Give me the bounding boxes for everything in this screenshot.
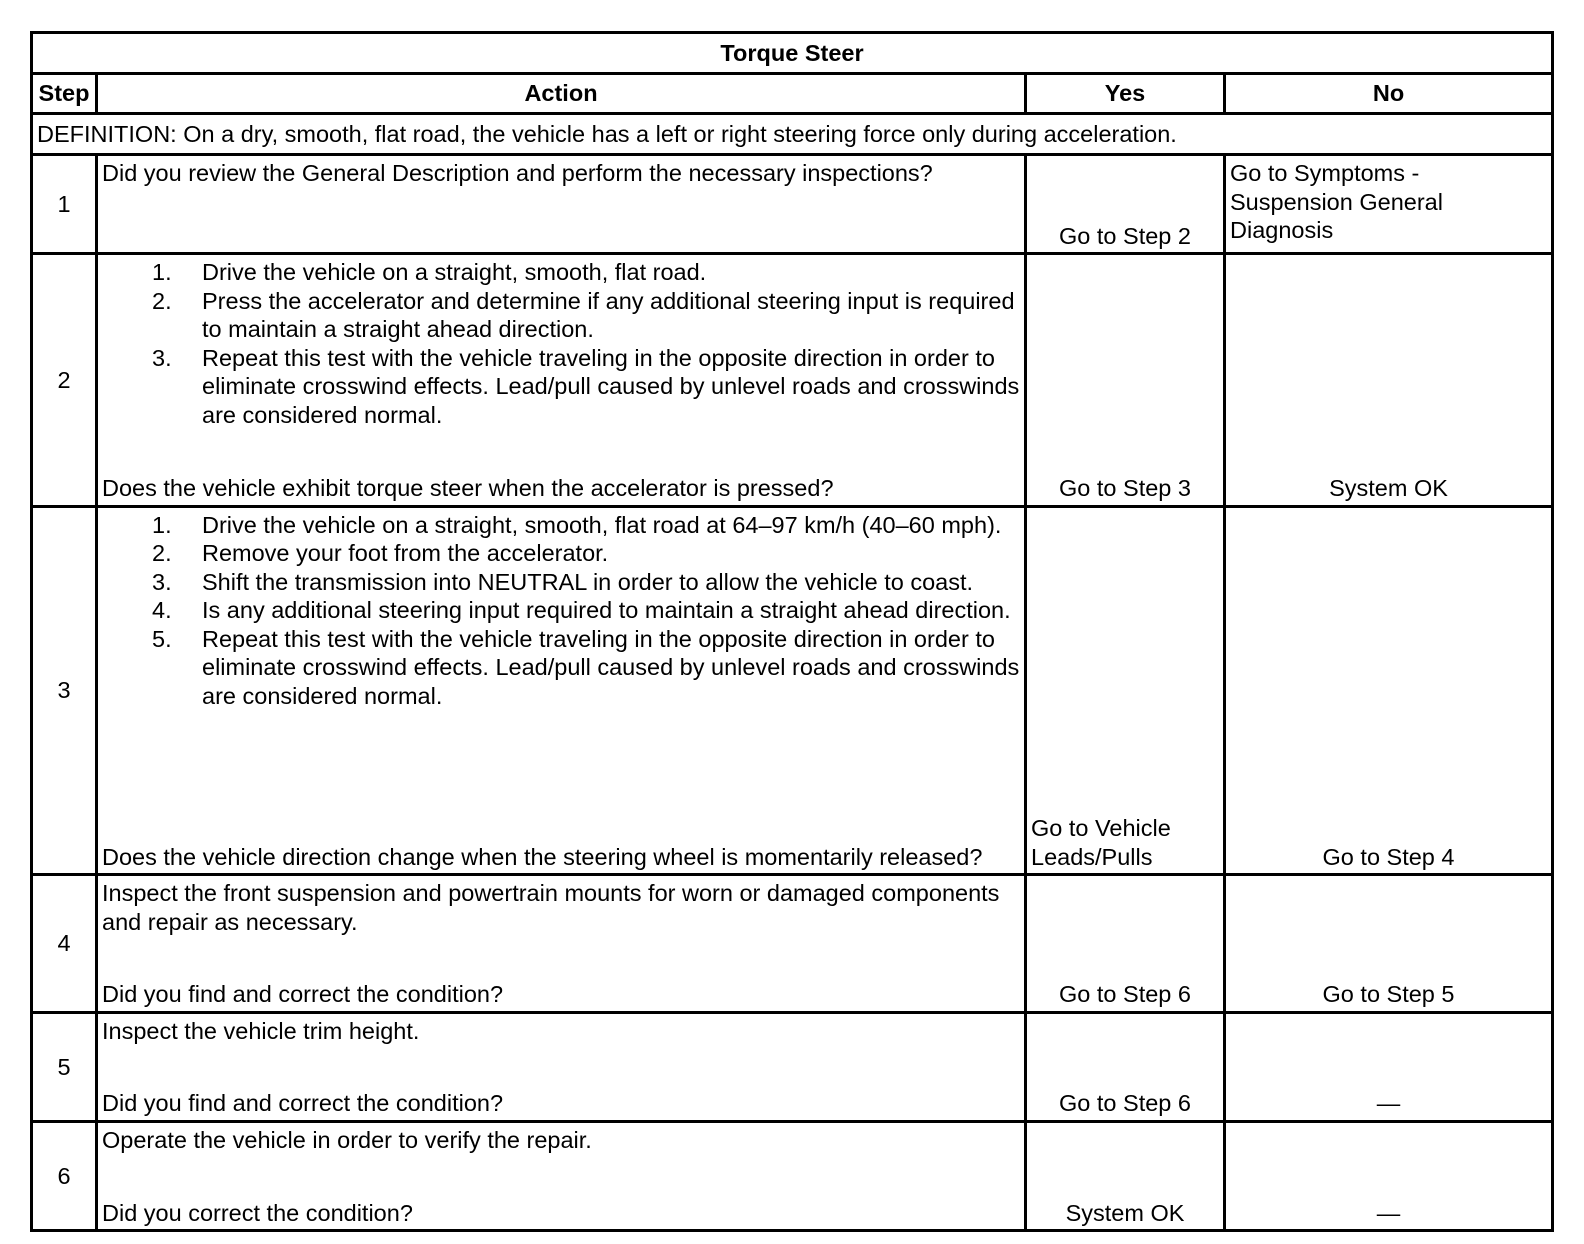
no-text: Go to Step 4 bbox=[1322, 843, 1455, 870]
yes-text: Go to Step 3 bbox=[1059, 475, 1191, 502]
table-row bbox=[32, 506, 1553, 875]
yes-cell bbox=[1026, 1121, 1225, 1230]
action-question: Does the vehicle direction change when the steering wheel is momentarily released? bbox=[102, 843, 983, 870]
no-cell bbox=[1225, 155, 1553, 254]
action-cell bbox=[97, 1012, 1026, 1121]
step-number: 3 bbox=[32, 506, 97, 875]
yes-text: Go to Step 6 bbox=[1059, 1090, 1191, 1117]
list-item: 3. Shift the transmission into NEUTRAL in order to allow the vehicle to coast. bbox=[152, 568, 974, 595]
yes-text: Go to Vehicle Leads/Pulls bbox=[1031, 815, 1171, 870]
action-text: Operate the vehicle in order to verify the repair. bbox=[102, 1126, 592, 1153]
list-item: 1. Drive the vehicle on a straight, smooth, flat road. bbox=[152, 259, 707, 286]
yes-cell bbox=[1026, 1012, 1225, 1121]
no-text: Go to Step 5 bbox=[1322, 981, 1455, 1008]
action-text: Inspect the front suspension and powertrain mounts for worn or damaged components and repair as necessary. bbox=[102, 880, 1000, 935]
list-item: 5. Repeat this test with the vehicle traveling in the opposite direction in order to eliminate crosswind effects. Lead/pull caused by unlevel roads and crosswinds are considered normal. bbox=[152, 625, 1020, 709]
action-cell bbox=[97, 155, 1026, 254]
action-text: Did you review the General Description and perform the necessary inspections? bbox=[102, 160, 933, 187]
action-question: Did you find and correct the condition? bbox=[102, 981, 504, 1008]
step-number: 2 bbox=[32, 254, 97, 507]
action-cell bbox=[97, 875, 1026, 1013]
no-cell bbox=[1225, 254, 1553, 507]
action-steps-list bbox=[102, 258, 1020, 429]
action-cell bbox=[97, 1121, 1026, 1230]
yes-text: Go to Step 6 bbox=[1059, 981, 1191, 1008]
list-item: 3. Repeat this test with the vehicle traveling in the opposite direction in order to eliminate crosswind effects. Lead/pull caused by unlevel roads and crosswinds are considered normal. bbox=[152, 344, 1020, 428]
step-number: 1 bbox=[32, 155, 97, 254]
no-cell bbox=[1225, 1012, 1553, 1121]
action-steps-list bbox=[102, 511, 1020, 711]
no-cell bbox=[1225, 875, 1553, 1013]
table-title: Torque Steer bbox=[32, 33, 1553, 74]
action-question: Does the vehicle exhibit torque steer when the accelerator is pressed? bbox=[102, 475, 834, 502]
diagnostic-table bbox=[30, 31, 1554, 1232]
yes-cell bbox=[1026, 875, 1225, 1013]
step-number: 6 bbox=[32, 1121, 97, 1230]
header-step: Step bbox=[32, 73, 97, 114]
step-number: 4 bbox=[32, 875, 97, 1013]
list-item: 2. Press the accelerator and determine if any additional steering input is required to maintain a straight ahead direction. bbox=[152, 287, 1015, 343]
yes-cell bbox=[1026, 254, 1225, 507]
action-question: Did you find and correct the condition? bbox=[102, 1090, 504, 1117]
table-row bbox=[32, 1121, 1553, 1230]
yes-cell bbox=[1026, 155, 1225, 254]
table-row bbox=[32, 155, 1553, 254]
list-item: 1. Drive the vehicle on a straight, smooth, flat road at 64–97 km/h (40–60 mph). bbox=[152, 511, 1002, 538]
yes-cell bbox=[1026, 506, 1225, 875]
table-row bbox=[32, 1012, 1553, 1121]
step-number: 5 bbox=[32, 1012, 97, 1121]
table-row bbox=[32, 875, 1553, 1013]
list-item: 2. Remove your foot from the accelerator. bbox=[152, 540, 609, 567]
no-text: Go to Symptoms - Suspension General Diagnosis bbox=[1230, 160, 1443, 244]
no-text: — bbox=[1376, 1199, 1401, 1226]
yes-text: System OK bbox=[1065, 1199, 1185, 1226]
table-row bbox=[32, 254, 1553, 507]
header-yes: Yes bbox=[1026, 73, 1225, 114]
definition-text: DEFINITION: On a dry, smooth, flat road, the vehicle has a left or right steering force only during acceleration. bbox=[32, 114, 1553, 155]
header-action: Action bbox=[97, 73, 1026, 114]
action-cell bbox=[97, 254, 1026, 507]
action-cell bbox=[97, 506, 1026, 875]
yes-text: Go to Step 2 bbox=[1059, 222, 1191, 249]
action-question: Did you correct the condition? bbox=[102, 1199, 413, 1226]
no-cell bbox=[1225, 506, 1553, 875]
no-text: — bbox=[1376, 1090, 1401, 1117]
no-text: System OK bbox=[1329, 475, 1448, 502]
list-item: 4. Is any additional steering input required to maintain a straight ahead direction. bbox=[152, 597, 1011, 624]
header-no: No bbox=[1225, 73, 1553, 114]
no-cell bbox=[1225, 1121, 1553, 1230]
action-text: Inspect the vehicle trim height. bbox=[102, 1017, 420, 1044]
